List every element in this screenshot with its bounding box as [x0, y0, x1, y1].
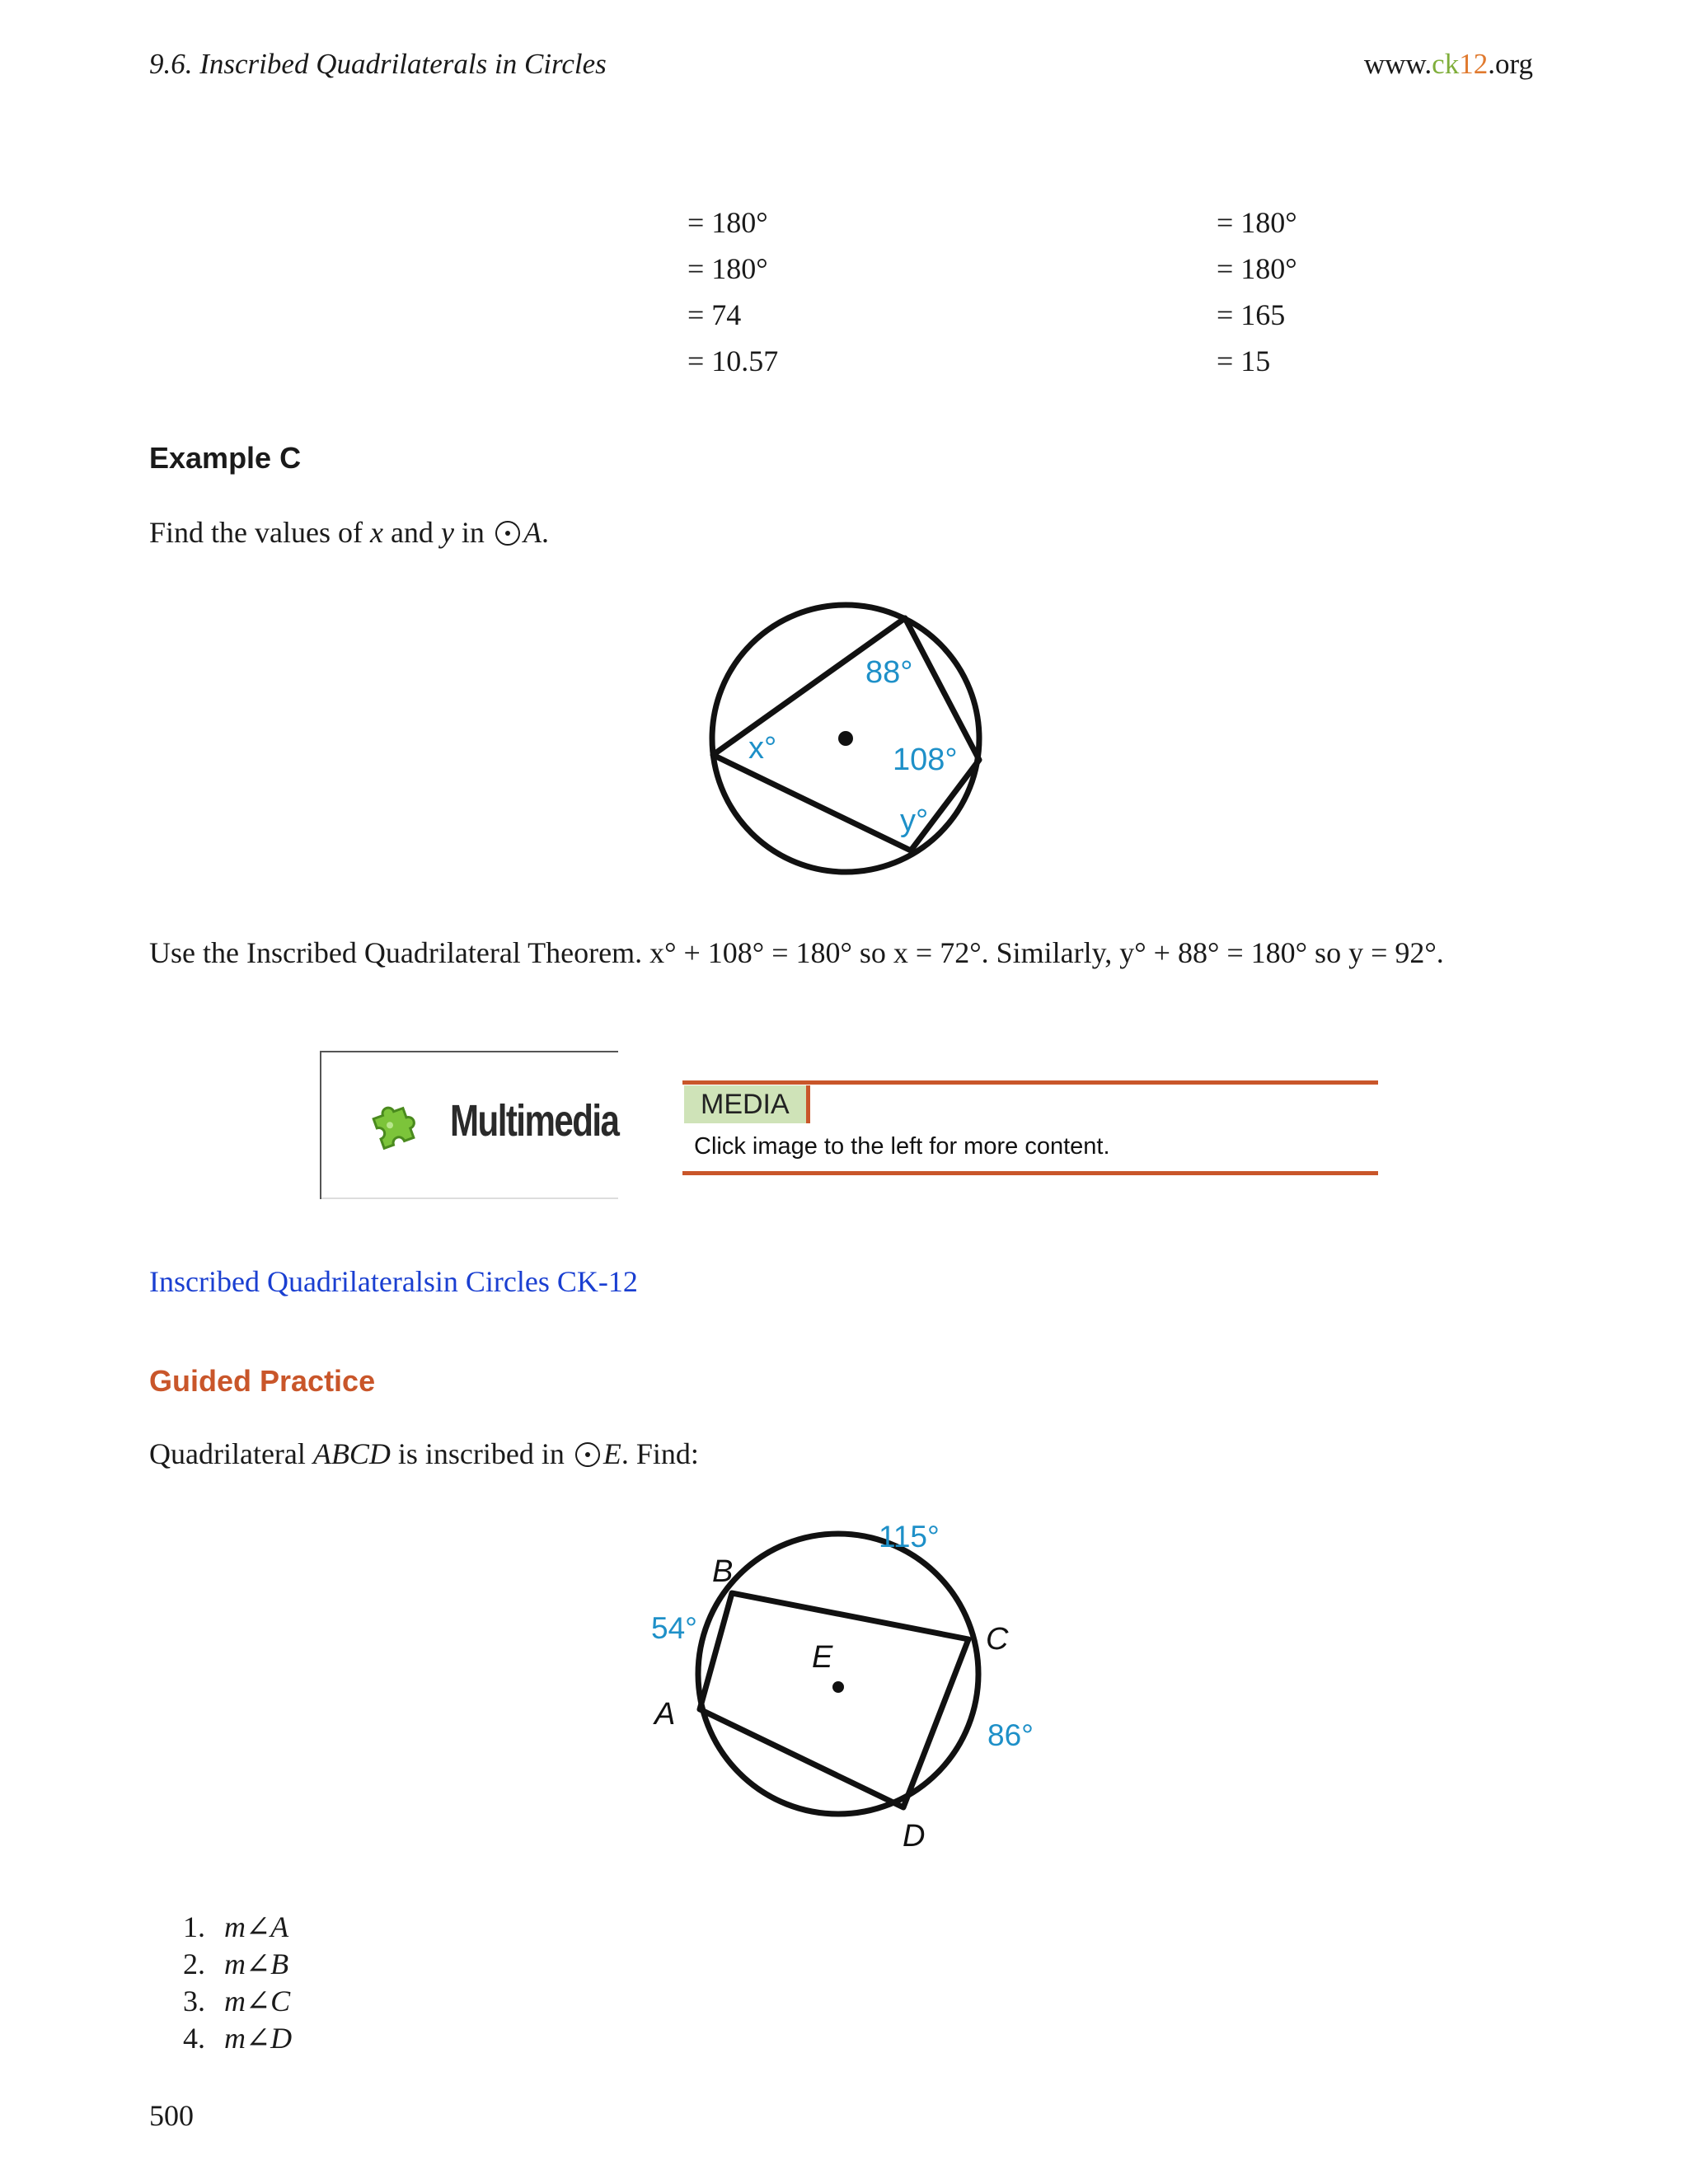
angle-label-right: 108°: [893, 743, 958, 777]
prompt-text: Find the values of: [149, 516, 370, 549]
item-number: 1.: [183, 1910, 205, 1943]
circle-dot-icon: [575, 1442, 600, 1467]
eq-left-4-rhs: = 10.57: [687, 344, 779, 377]
prompt-text: . Find:: [621, 1437, 699, 1470]
prompt-text: in: [453, 516, 492, 549]
eq-right-2-rhs: = 180°: [1217, 252, 1297, 285]
eq-right-1-rhs: = 180°: [1217, 206, 1297, 239]
angle-label-x: x°: [748, 731, 777, 766]
list-item: [183, 1909, 292, 1946]
prompt-text: .: [541, 516, 549, 549]
list-item: [183, 2020, 292, 2057]
circle-e: [698, 1534, 978, 1814]
example-c-title: Example C: [149, 441, 302, 475]
item-text: m∠D: [224, 2022, 293, 2055]
example-c-figure: [692, 593, 1006, 882]
guided-practice-figure: [635, 1512, 1063, 1867]
var-y: y: [440, 516, 454, 549]
item-text: m∠A: [224, 1910, 289, 1943]
thumbnail-divider: [321, 1197, 618, 1199]
multimedia-label: Multimedia: [450, 1096, 619, 1146]
item-text: m∠B: [224, 1947, 289, 1980]
circle-dot-icon: [495, 521, 520, 546]
item-text: m∠C: [224, 1985, 291, 2018]
site-num: 12: [1459, 48, 1489, 80]
eq-left-2-rhs: = 180°: [687, 252, 768, 285]
site-suffix: .org: [1488, 48, 1533, 80]
eq-right-3-rhs: = 165: [1217, 298, 1286, 331]
item-number: 4.: [183, 2022, 205, 2055]
eq-right-4-rhs: = 15: [1217, 344, 1271, 377]
arc-label-top: 115°: [879, 1520, 940, 1554]
list-item: [183, 1983, 292, 2020]
guided-practice-title: Guided Practice: [149, 1364, 376, 1398]
item-number: 3.: [183, 1985, 205, 2018]
media-tag: MEDIA: [684, 1085, 810, 1123]
list-item: [183, 1946, 292, 1983]
angle-label-top: 88°: [865, 655, 913, 690]
media-note: Click image to the left for more content.: [694, 1133, 1110, 1160]
running-header-title: 9.6. Inscribed Quadrilaterals in Circles: [149, 48, 607, 80]
vertex-label-d: D: [903, 1819, 926, 1854]
vertex-label-a: A: [654, 1697, 676, 1732]
angle-label-y: y°: [900, 804, 929, 838]
media-panel-bottom-rule: [682, 1171, 1378, 1175]
page-number: 500: [149, 2099, 194, 2132]
site-url[interactable]: [1364, 48, 1533, 81]
example-c-prompt: [149, 515, 549, 550]
vertex-label-b: B: [712, 1554, 734, 1589]
example-c-solution: Use the Inscribed Quadrilateral Theorem. x° + 108° = 180° so x = 72°. Similarly, y° + 88° = 180° so y = 92°.: [149, 936, 1444, 969]
prompt-text: Quadrilateral: [149, 1437, 313, 1470]
multimedia-thumbnail[interactable]: [320, 1051, 618, 1199]
site-ck: ck: [1432, 48, 1460, 80]
prompt-text: and: [382, 516, 441, 549]
arc-label-right: 86°: [987, 1718, 1034, 1752]
center-point: [838, 731, 853, 746]
eq-left-3-rhs: = 74: [687, 298, 742, 331]
site-prefix: www.: [1363, 48, 1432, 80]
center-point-e: [832, 1681, 844, 1693]
question-list: [183, 1909, 292, 2057]
media-panel: [682, 1080, 1378, 1175]
media-panel-top-rule: [682, 1080, 1378, 1085]
guided-practice-prompt: [149, 1436, 699, 1471]
circle-name: E: [603, 1437, 621, 1470]
equations-right: [0, 199, 1688, 389]
prompt-text: is inscribed in: [390, 1437, 572, 1470]
vertex-label-c: C: [986, 1622, 1009, 1657]
var-x: x: [369, 516, 383, 549]
puzzle-icon: [363, 1094, 429, 1160]
item-number: 2.: [183, 1947, 205, 1980]
video-link[interactable]: Inscribed Quadrilateralsin Circles CK-12: [149, 1265, 638, 1298]
center-label-e: E: [812, 1640, 833, 1675]
circle-name: A: [523, 516, 542, 549]
quad-name: ABCD: [312, 1437, 391, 1470]
eq-left-1-rhs: = 180°: [687, 206, 768, 239]
arc-label-left: 54°: [651, 1611, 697, 1645]
